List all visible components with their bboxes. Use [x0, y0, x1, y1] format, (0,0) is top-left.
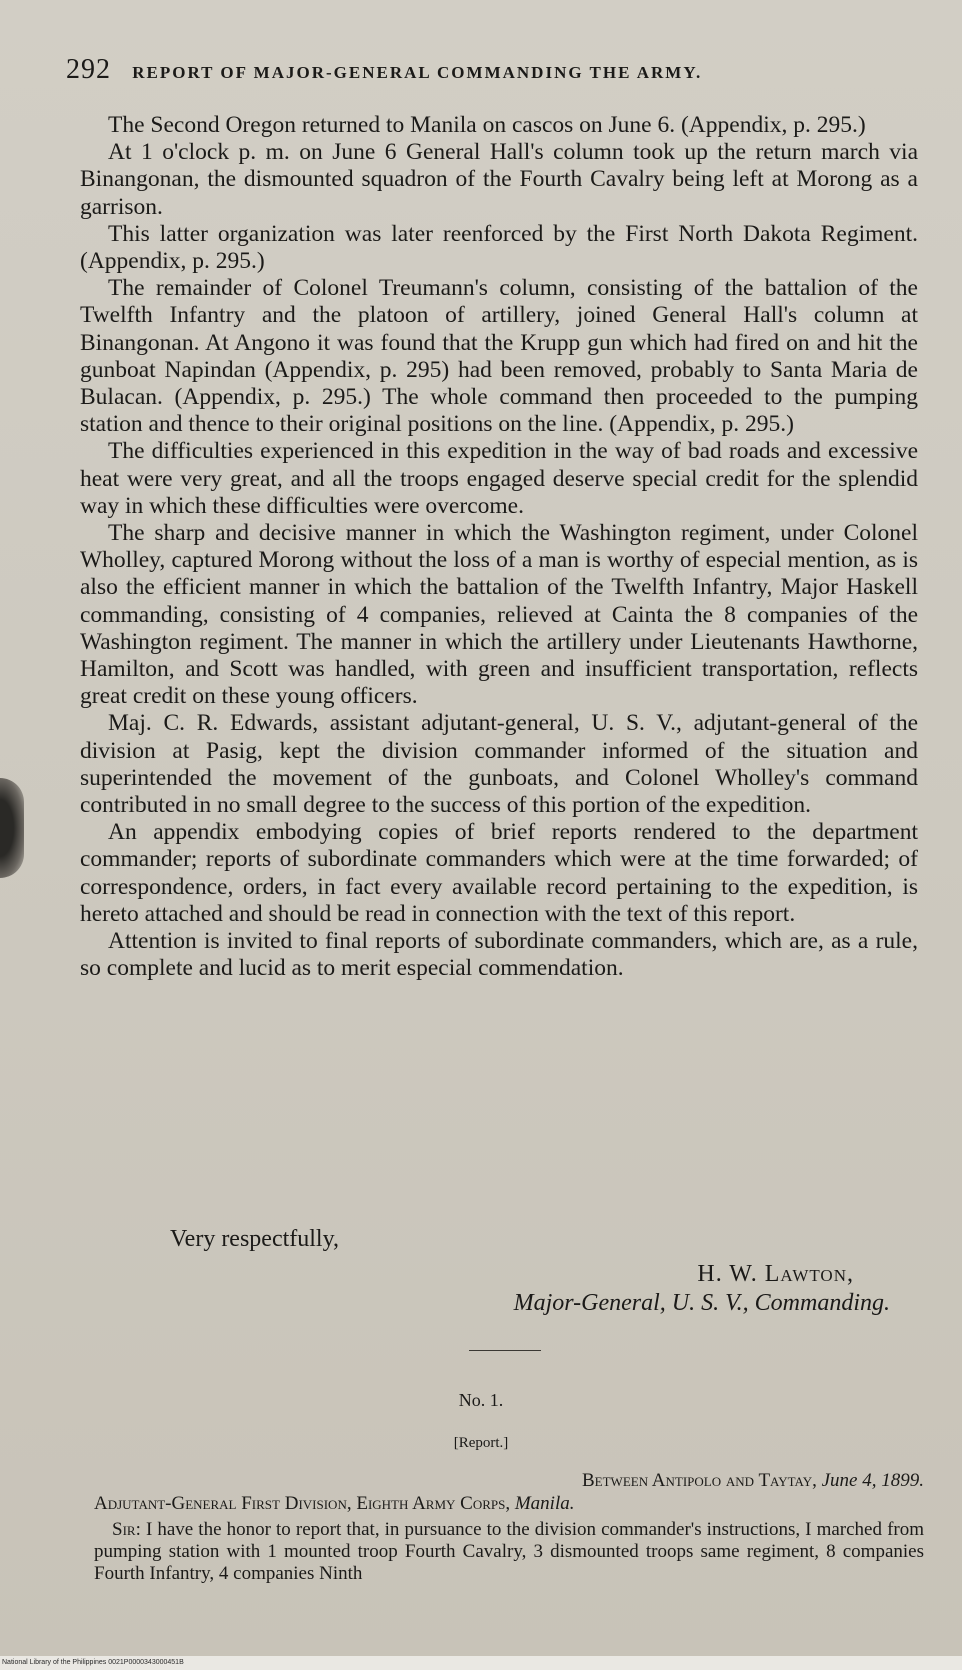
dateline-place: Between Antipolo and Taytay, [582, 1470, 817, 1491]
signature-block [80, 1225, 918, 1318]
page-number: 292 [66, 54, 111, 85]
salutation: Sir: [112, 1519, 141, 1540]
paragraph: This latter organization was later reenforced by the First North Dakota Regiment. (Appendix, p. 295.) [80, 220, 918, 275]
addressee [94, 1493, 924, 1515]
closing: Very respectfully, [170, 1226, 340, 1252]
paragraph: The remainder of Colonel Treumann's column, consisting of the battalion of the Twelfth Infantry and the platoon of artillery, joined General Hall's column at Binangonan. At Angono it was found that the Krupp gun which had fired on and hit the gunboat Napindan (Appendix, p. 295) had been removed, probably to Santa Maria de Bulacan. (Appendix, p. 295.) The whole command then proceeded to the pumping station and thence to their original positions on the line. (Appendix, p. 295.) [80, 275, 918, 438]
paragraph: The difficulties experienced in this expedition in the way of bad roads and excessive heat were very great, and all the troops engaged deserve special credit for the splendid way in which these difficulties were overcome. [80, 438, 918, 519]
running-title: REPORT OF MAJOR-GENERAL COMMANDING THE ARMY. [132, 63, 703, 82]
scan-footer: National Library of the Philippines 0021P0000343000451B [0, 1656, 962, 1670]
addressee-name: Adjutant-General First Division, Eighth Army Corps, [94, 1493, 511, 1514]
paragraph: An appendix embodying copies of brief reports rendered to the department commander; reports of subordinate commanders which were at the time forwarded; of correspondence, orders, in fact every available record pertaining to the expedition, is hereto attached and should be read in connection with the text of this report. [80, 819, 918, 927]
thumb-shadow [0, 778, 24, 878]
signer-name [80, 1260, 918, 1289]
page-header [66, 54, 866, 86]
addressee-place: Manila. [514, 1493, 575, 1514]
dateline-date: June 4, 1899. [821, 1470, 924, 1491]
paragraph: Attention is invited to final reports of subordinate commanders, which are, as a rule, so complete and lucid as to merit especial commendation. [80, 928, 918, 982]
section-divider [469, 1350, 541, 1351]
dateline [94, 1470, 934, 1492]
signer-name-text: H. W. Lawton, [697, 1261, 854, 1287]
report-body [80, 112, 918, 983]
signer-rank: Major-General, U. S. V., Commanding. [513, 1290, 890, 1316]
letter-body: I have the honor to report that, in pursuance to the division commander's instructions, I marched from pumping station with 1 mounted troop Fourth Cavalry, 3 dismounted troops same regiment, 8 companies Fourth Infantry, 4 companies Ninth [94, 1519, 924, 1584]
document-number: No. 1. [458, 1390, 504, 1410]
document-type: [Report.] [453, 1435, 509, 1451]
paragraph: The sharp and decisive manner in which the Washington regiment, under Colonel Wholley, captured Morong without the loss of a man is worthy of especial mention, as is also the efficient manner in which the battalion of the Twelfth Infantry, Major Haskell commanding, consisting of 4 companies, relieved at Cainta the 8 companies of the Washington regiment. The manner in which the artillery under Lieutenants Hawthorne, Hamilton, and Scott was handled, with green and insufficient transportation, reflects great credit on these young officers. [80, 520, 918, 710]
letter-text [94, 1519, 924, 1585]
paragraph: The Second Oregon returned to Manila on cascos on June 6. (Appendix, p. 295.) [108, 112, 866, 138]
paragraph: At 1 o'clock p. m. on June 6 General Hall's column took up the return march via Binangonan, the dismounted squadron of the Fourth Cavalry being left at Morong as a garrison. [80, 139, 918, 220]
paragraph: Maj. C. R. Edwards, assistant adjutant-general, U. S. V., adjutant-general of the division at Pasig, kept the division commander informed of the situation and superintended the movement of the gunboats, and Colonel Wholley's command contributed in no small degree to the success of this portion of the expedition. [80, 710, 918, 819]
